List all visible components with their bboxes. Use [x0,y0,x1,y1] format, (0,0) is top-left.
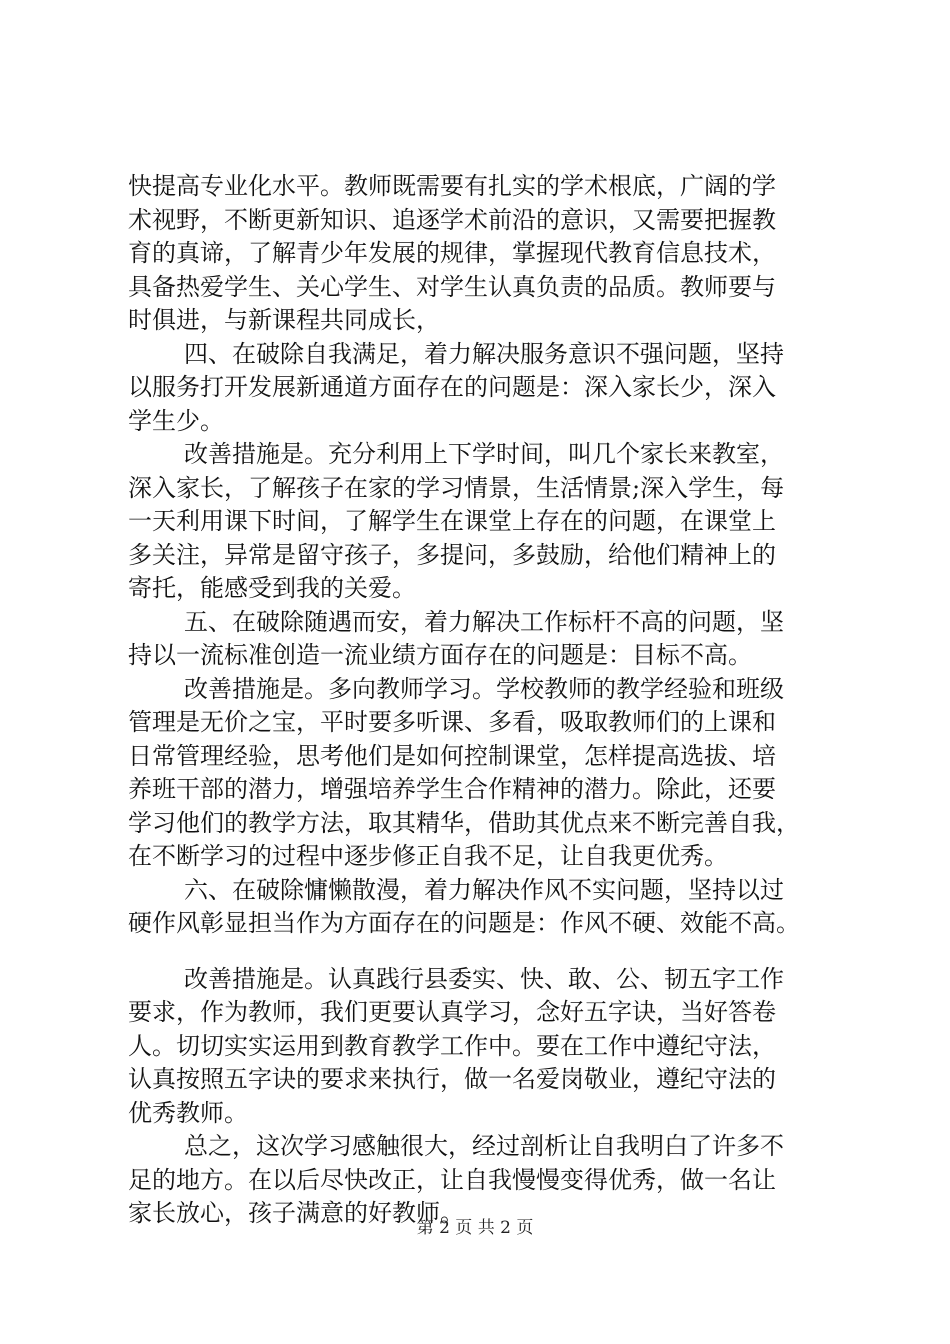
text-line: 学习他们的教学方法，取其精华，借助其优点来不断完善自我， [128,808,800,837]
text-line: 寄托，能感受到我的关爱。 [128,574,416,602]
text-line: 持以一流标准创造一流业绩方面存在的问题是：目标不高。 [128,641,752,669]
text-line: 足的地方。在以后尽快改正，让自我慢慢变得优秀，做一名让 [128,1165,776,1194]
text-line: 认真按照五字诀的要求来执行，做一名爱岗敬业，遵纪守法的 [128,1065,776,1093]
text-line: 人。切切实实运用到教育教学工作中。要在工作中遵纪守法， [128,1031,776,1060]
section-heading-six: 六、在破除慵懒散漫，着力解决作风不实问题，坚持以过 [184,875,784,904]
text-line: 养班干部的潜力，增强培养学生合作精神的潜力。除此，还要 [128,775,776,803]
text-line: 硬作风彰显担当作为方面存在的问题是：作风不硬、效能不高。 [128,909,800,937]
text-line: 一天利用课下时间，了解学生在课堂上存在的问题，在课堂上 [128,507,776,535]
text-line: 多关注，异常是留守孩子，多提问，多鼓励，给他们精神上的 [128,540,776,569]
paragraph-start: 改善措施是。认真践行县委实、快、敢、公、韧五字工作 [184,964,784,993]
text-line: 优秀教师。 [128,1098,248,1127]
text-line: 时俱进，与新课程共同成长， [128,306,440,334]
paragraph-start: 改善措施是。充分利用上下学时间，叫几个家长来教室， [184,440,784,468]
text-line: 术视野，不断更新知识、追逐学术前沿的意识，又需要把握教 [128,205,776,234]
text-line: 家长放心，孩子满意的好教师。 [128,1199,464,1227]
document-body [128,170,838,1231]
text-line: 快提高专业化水平。教师既需要有扎实的学术根底，广阔的学 [128,172,776,200]
text-line: 学生少。 [128,406,224,435]
section-heading-five: 五、在破除随遇而安，着力解决工作标杆不高的问题，坚 [184,607,784,636]
section-heading-four: 四、在破除自我满足，着力解决服务意识不强问题，坚持 [184,339,784,368]
text-line: 日常管理经验，思考他们是如何控制课堂，怎样提高选拔、培 [128,741,776,770]
text-line: 在不断学习的过程中逐步修正自我不足，让自我更优秀。 [128,842,728,870]
text-line: 具备热爱学生、关心学生、对学生认真负责的品质。教师要与 [128,272,776,301]
text-line: 以服务打开发展新通道方面存在的问题是：深入家长少，深入 [128,373,776,401]
paragraph-start: 改善措施是。多向教师学习。学校教师的教学经验和班级 [184,674,784,703]
paragraph-gap [128,941,838,963]
conclusion-start: 总之，这次学习感触很大，经过剖析让自我明白了许多不 [184,1132,784,1160]
text-line: 管理是无价之宝，平时要多听课、多看，吸取教师们的上课和 [128,708,776,736]
text-line: 要求，作为教师，我们更要认真学习，念好五字诀，当好答卷 [128,998,776,1026]
text-line: 育的真谛，了解青少年发展的规律，掌握现代教育信息技术， [128,239,776,267]
text-line: 深入家长，了解孩子在家的学习情景，生活情景;深入学生，每 [128,473,785,502]
page-number-footer: 第 2 页 共 2 页 [416,1218,534,1238]
